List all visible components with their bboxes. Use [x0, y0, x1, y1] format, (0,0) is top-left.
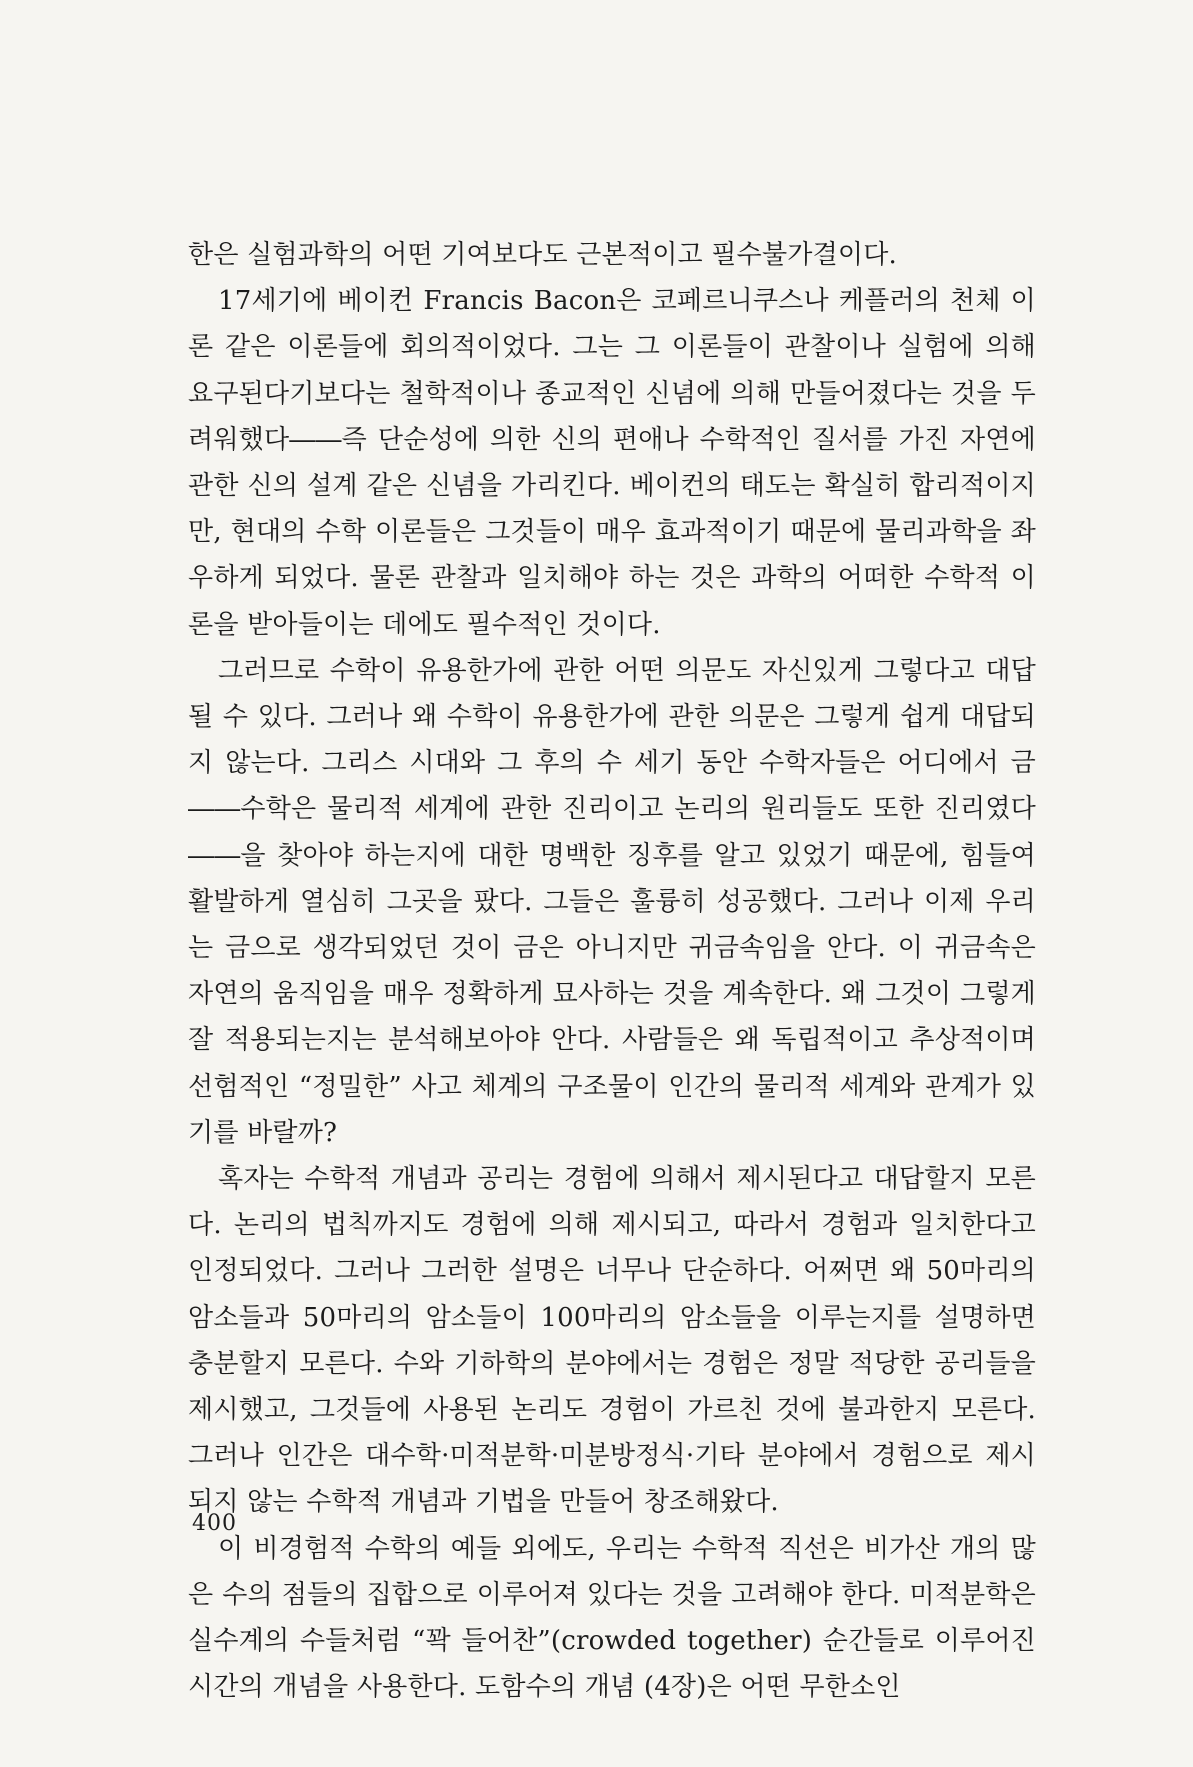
paragraph-bacon: 17세기에 베이컨 Francis Bacon은 코페르니쿠스나 케플러의 천체 이론 같은 이론들에 회의적이었다. 그는 그 이론들이 관찰이나 실험에 의해 요구된다기보다는 철학적이나 종교적인 신념에 의해 만들어졌다는 것을 두려워했다――즉 단순성에 의한 신의 편애나 수학적인 질서를 가진 자연에 관한 신의 설계 같은 신념을 가리킨다. 베이컨의 태도는 확실히 합리적이지만, 현대의 수학 이론들은 그것들이 매우 효과적이기 때문에 물리과학을 좌우하게 되었다. 물론 관찰과 일치해야 하는 것은 과학의 어떠한 수학적 이론을 받아들이는 데에도 필수적인 것이다.	[188, 286, 1036, 640]
paragraph-nonempirical: 이 비경험적 수학의 예들 외에도, 우리는 수학적 직선은 비가산 개의 많은 수의 점들의 집합으로 이루어져 있다는 것을 고려해야 한다. 미적분학은 실수계의 수들처럼 “꽉 들어찬”(crowded together) 순간들로 이루어진 시간의 개념을 사용한다. 도함수의 개념 (4장)은 어떤 무한소인	[188, 1533, 1036, 1703]
paragraph-usefulness: 그러므로 수학이 유용한가에 관한 어떤 의문도 자신있게 그렇다고 대답될 수 있다. 그러나 왜 수학이 유용한가에 관한 의문은 그렇게 쉽게 대답되지 않는다. 그리스 시대와 그 후의 수 세기 동안 수학자들은 어디에서 금――수학은 물리적 세계에 관한 진리이고 논리의 원리들도 또한 진리였다――을 찾아야 하는지에 대한 명백한 징후를 알고 있었기 때문에, 힘들여 활발하게 열심히 그곳을 팠다. 그들은 훌륭히 성공했다. 그러나 이제 우리는 금으로 생각되었던 것이 금은 아니지만 귀금속임을 안다. 이 귀금속은 자연의 움직임을 매우 정확하게 묘사하는 것을 계속한다. 왜 그것이 그렇게 잘 적용되는지는 분석해보아야 안다. 사람들은 왜 독립적이고 추상적이며 선험적인 “정밀한” 사고 체계의 구조물이 인간의 물리적 세계와 관계가 있기를 바랄까?	[188, 655, 1036, 1148]
body-text	[188, 232, 1036, 1711]
paragraph-experience: 혹자는 수학적 개념과 공리는 경험에 의해서 제시된다고 대답할지 모른다. 논리의 법칙까지도 경험에 의해 제시되고, 따라서 경험과 일치한다고 인정되었다. 그러나 그러한 설명은 너무나 단순하다. 어쩌면 왜 50마리의 암소들과 50마리의 암소들이 100마리의 암소들을 이루는지를 설명하면 충분할지 모른다. 수와 기하학의 분야에서는 경험은 정말 적당한 공리들을 제시했고, 그것들에 사용된 논리도 경험이 가르친 것에 불과한지 모른다. 그러나 인간은 대수학·미적분학·미분방정식·기타 분야에서 경험으로 제시되지 않는 수학적 개념과 기법을 만들어 창조해왔다.	[188, 1164, 1036, 1518]
page-number: 400	[192, 1511, 237, 1536]
paragraph-continuation: 한은 실험과학의 어떤 기여보다도 근본적이고 필수불가결이다.	[188, 240, 898, 270]
